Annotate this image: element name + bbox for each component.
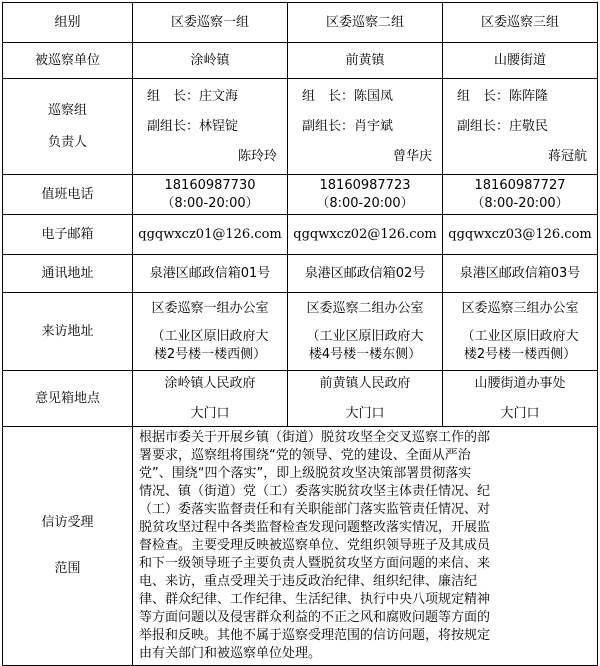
scope-line: （工）委落实监督责任和有关职能部门落实监管责任情况、对 <box>139 502 491 517</box>
visit-label: 来访地址 <box>3 293 133 371</box>
visit-office-2: 区委巡察二组办公室 <box>306 300 424 316</box>
visit-office-3: 区委巡察三组办公室 <box>461 300 579 316</box>
phone-label: 值班电话 <box>3 175 133 215</box>
unit-2: 前黄镇 <box>288 43 443 79</box>
visit-group-2 <box>288 293 443 371</box>
deputy-2b: 曾华庆 <box>392 148 432 164</box>
leader-1: 组 长：庄文海 <box>147 88 239 104</box>
mail-1: 泉港区邮政信箱01号 <box>133 255 288 293</box>
phone-number-3[interactable]: 18160987727 <box>474 177 566 193</box>
units-row <box>3 43 598 79</box>
scope-line: 由有关部门和被巡察单位处理。 <box>139 646 322 661</box>
scope-line: 举报和反映。其他不属于巡察受理范围的信访问题，将按规定 <box>139 628 491 643</box>
scope-row <box>3 427 598 666</box>
email-label: 电子邮箱 <box>3 215 133 255</box>
leaders-group-1 <box>133 79 288 175</box>
unit-3: 山腰街道 <box>443 43 598 79</box>
leaders-label-line2: 负责人 <box>47 134 87 150</box>
visit-addr1-1: （工业区原旧政府大 <box>151 328 269 344</box>
email-1[interactable]: qgqwxcz01@126.com <box>133 215 288 255</box>
box-gate-2: 大门口 <box>345 405 385 421</box>
scope-line: 和下一级领导班子主要负责人暨脱贫攻坚方面问题的来信、来 <box>139 556 491 571</box>
scope-line: 根据市委关于开展乡镇（街道）脱贫攻坚全交叉巡察工作的部 <box>139 430 491 445</box>
scope-label-line1: 信访受理 <box>41 515 94 530</box>
units-label: 被巡察单位 <box>3 43 133 79</box>
scope-line: 律、群众纪律、工作纪律、生活纪律、执行中央八项规定精神 <box>139 592 491 607</box>
visit-group-3 <box>443 293 598 371</box>
scope-line: 电、来访，重点受理关于违反政治纪律、组织纪律、廉洁纪 <box>139 574 478 589</box>
box-row <box>3 371 598 427</box>
scope-label-line2: 范围 <box>54 561 81 576</box>
leaders-label <box>3 79 133 175</box>
phone-hours-2: （8:00-20:00） <box>316 195 414 211</box>
mail-2: 泉港区邮政信箱02号 <box>288 255 443 293</box>
scope-line: 党”、围绕“四个落实”，即上级脱贫攻坚决策部署贯彻落实 <box>139 466 472 481</box>
header-row <box>3 3 598 43</box>
scope-line: 等方面问题以及侵害群众利益的不正之风和腐败问题等方面的 <box>139 610 491 625</box>
email-3[interactable]: qgqwxcz03@126.com <box>443 215 598 255</box>
leader-3: 组 长：陈阵隆 <box>457 88 549 104</box>
group-2-header: 区委巡察二组 <box>288 3 443 43</box>
box-label: 意见箱地点 <box>3 371 133 427</box>
leaders-group-2 <box>288 79 443 175</box>
deputy-1: 副组长：林锃锭 <box>147 118 239 134</box>
mail-label: 通讯地址 <box>3 255 133 293</box>
deputy-3b: 蒋冠航 <box>547 148 587 164</box>
visit-addr2-3: 楼2号楼一楼西侧） <box>463 346 577 362</box>
phone-group-2 <box>288 175 443 215</box>
visit-addr1-2: （工业区原旧政府大 <box>306 328 424 344</box>
visit-group-1 <box>133 293 288 371</box>
deputy-3: 副组长：庄敬民 <box>457 118 549 134</box>
group-label: 组别 <box>3 3 133 43</box>
phone-number-1[interactable]: 18160987730 <box>164 177 256 193</box>
phone-group-1 <box>133 175 288 215</box>
box-place-3: 山腰街道办事处 <box>474 375 566 391</box>
unit-1: 涂岭镇 <box>133 43 288 79</box>
phone-number-2[interactable]: 18160987723 <box>319 177 411 193</box>
scope-line: 情况、镇（街道）党（工）委落实脱贫攻坚主体责任情况、纪 <box>139 484 491 499</box>
group-1-header: 区委巡察一组 <box>133 3 288 43</box>
phone-group-3 <box>443 175 598 215</box>
mail-row <box>3 255 598 293</box>
box-gate-3: 大门口 <box>500 405 540 421</box>
visit-addr2-1: 楼2号楼一楼西侧） <box>153 346 267 362</box>
leaders-row <box>3 79 598 175</box>
visit-addr2-2: 楼4号楼一楼东侧） <box>308 346 422 362</box>
deputy-1b: 陈玲玲 <box>237 148 277 164</box>
box-place-2: 前黄镇人民政府 <box>319 375 411 391</box>
scope-line: 脱贫攻坚过程中各类监督检查发现问题整改落实情况，开展监 <box>139 520 491 535</box>
box-group-3 <box>443 371 598 427</box>
box-gate-1: 大门口 <box>190 405 230 421</box>
box-group-1 <box>133 371 288 427</box>
email-row <box>3 215 598 255</box>
scope-line: 督检查。主要受理反映被巡察单位、党组织领导班子及其成员 <box>139 538 491 553</box>
box-group-2 <box>288 371 443 427</box>
phone-hours-1: （8:00-20:00） <box>161 195 259 211</box>
visit-office-1: 区委巡察一组办公室 <box>151 300 269 316</box>
scope-label <box>3 427 133 666</box>
box-place-1: 涂岭镇人民政府 <box>164 375 256 391</box>
leaders-group-3 <box>443 79 598 175</box>
group-3-header: 区委巡察三组 <box>443 3 598 43</box>
leaders-label-line1: 巡察组 <box>47 102 87 118</box>
scope-text <box>133 427 598 666</box>
leader-2: 组 长：陈国凤 <box>302 88 394 104</box>
scope-line: 署要求，巡察组将围绕“党的领导、党的建设、全面从严治 <box>139 448 471 463</box>
visit-row <box>3 293 598 371</box>
email-2[interactable]: qgqwxcz02@126.com <box>288 215 443 255</box>
inspection-info-table <box>2 2 598 666</box>
phone-row <box>3 175 598 215</box>
visit-addr1-3: （工业区原旧政府大 <box>461 328 579 344</box>
mail-3: 泉港区邮政信箱03号 <box>443 255 598 293</box>
deputy-2: 副组长：肖宇斌 <box>302 118 394 134</box>
phone-hours-3: （8:00-20:00） <box>471 195 569 211</box>
